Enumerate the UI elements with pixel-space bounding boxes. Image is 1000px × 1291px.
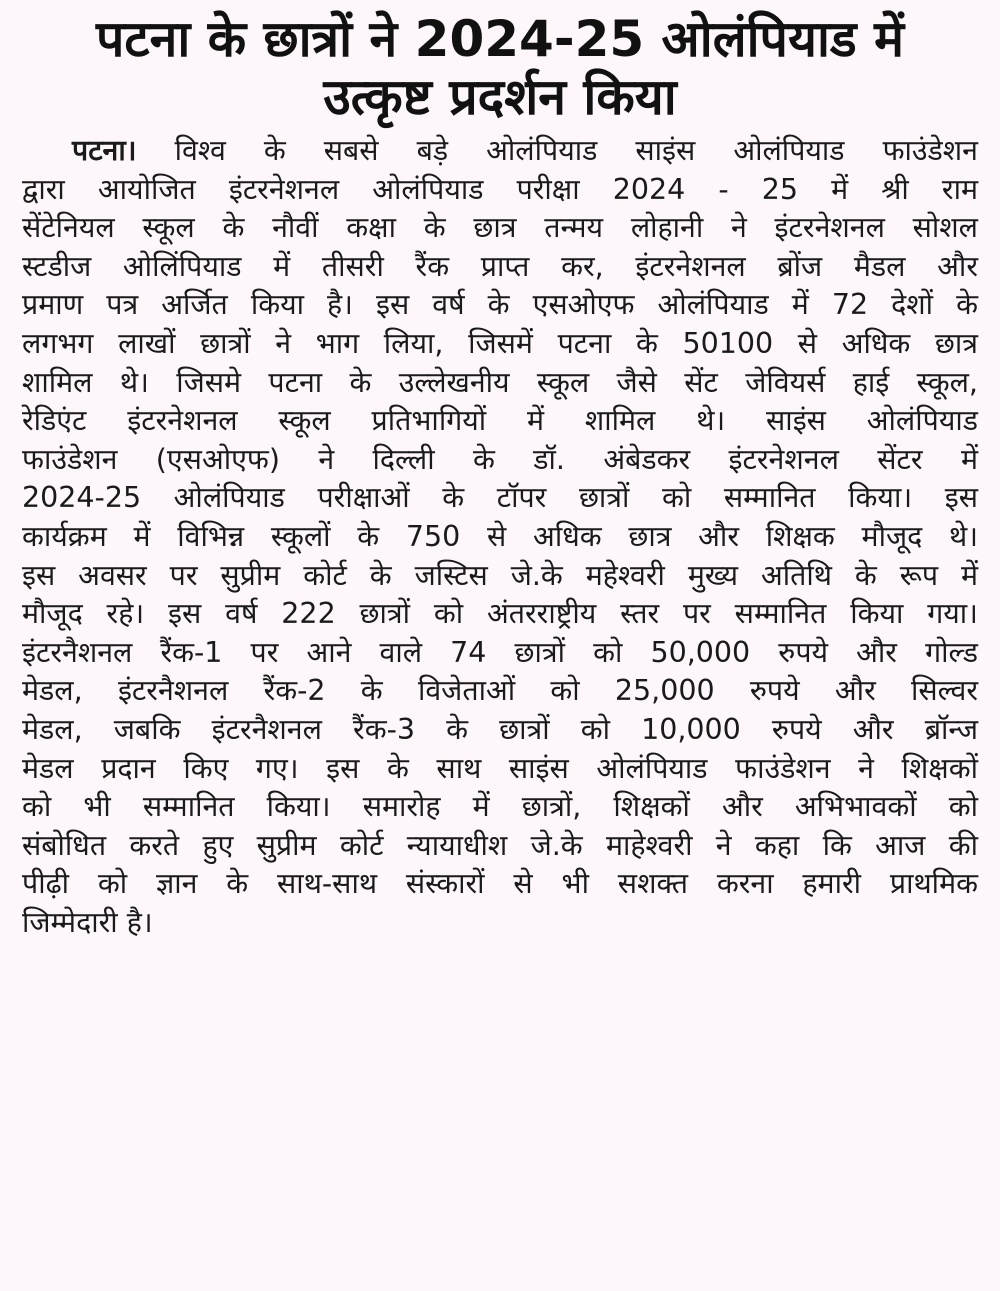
article-line: इंटरनैशनल रैंक-1 पर आने वाले 74 छात्रों को 50,000 रुपये और गोल्ड (22, 635, 978, 669)
article-line: को भी सम्मानित किया। समारोह में छात्रों, शिक्षकों और अभिभावकों को (22, 790, 978, 824)
article-line (22, 132, 978, 171)
headline-line-2: उत्कृष्ट प्रदर्शन किया (323, 68, 677, 126)
article-line: पीढ़ी को ज्ञान के साथ-साथ संस्कारों से भी सशक्त करना हमारी प्राथमिक (22, 867, 978, 901)
article-line: मेडल प्रदान किए गए। इस के साथ साइंस ओलंपियाड फाउंडेशन ने शिक्षकों (22, 751, 978, 785)
article-line: सेंटेनियल स्कूल के नौवीं कक्षा के छात्र तन्मय लोहानी ने इंटरनेशनल सोशल (22, 211, 978, 245)
article-line: लगभग लाखों छात्रों ने भाग लिया, जिसमें पटना के 50100 से अधिक छात्र (22, 326, 978, 360)
headline-line-1: पटना के छात्रों ने 2024-25 ओलंपियाड में (96, 10, 904, 68)
article-line: मेडल, इंटरनैशनल रैंक-2 के विजेताओं को 25,000 रुपये और सिल्वर (22, 674, 978, 708)
article-line: 2024-25 ओलंपियाड परीक्षाओं के टॉपर छात्रों को सम्मानित किया। इस (22, 481, 978, 515)
article-line: इस अवसर पर सुप्रीम कोर्ट के जस्टिस जे.के महेश्वरी मुख्य अतिथि के रूप में (22, 558, 978, 592)
article-line: शामिल थे। जिसमे पटना के उल्लेखनीय स्कूल जैसे सेंट जेवियर्स हाई स्कूल, (22, 365, 978, 399)
article-line: द्वारा आयोजित इंटरनेशनल ओलंपियाड परीक्षा 2024 - 25 में श्री राम (22, 172, 978, 206)
article-line: प्रमाण पत्र अर्जित किया है। इस वर्ष के एसओएफ ओलंपियाड में 72 देशों के (22, 288, 978, 322)
article-line: संबोधित करते हुए सुप्रीम कोर्ट न्यायाधीश जे.के माहेश्वरी ने कहा कि आज की (22, 828, 978, 862)
article-body (22, 132, 978, 942)
article-line: जिम्मेदारी है। (22, 905, 153, 939)
article-line: मौजूद रहे। इस वर्ष 222 छात्रों को अंतरराष्ट्रीय स्तर पर सम्मानित किया गया। (22, 597, 978, 631)
article-line: कार्यक्रम में विभिन्न स्कूलों के 750 से अधिक छात्र और शिक्षक मौजूद थे। (22, 519, 978, 553)
article-line: रेडिएंट इंटरनेशनल स्कूल प्रतिभागियों में शामिल थे। साइंस ओलंपियाड (22, 404, 978, 438)
dateline: पटना। (72, 134, 137, 167)
article-line: स्टडीज ओलिंपियाड में तीसरी रैंक प्राप्त कर, इंटरनेशनल ब्रोंज मैडल और (22, 249, 978, 283)
article-line: मेडल, जबकि इंटरनैशनल रैंक-3 के छात्रों को 10,000 रुपये और ब्रॉन्ज (22, 712, 978, 746)
headline (22, 10, 978, 126)
article-line: फाउंडेशन (एसओएफ) ने दिल्ली के डॉ. अंबेडकर इंटरनेशनल सेंटर में (22, 442, 978, 476)
article-line-text: विश्व के सबसे बड़े ओलंपियाड साइंस ओलंपियाड फाउंडेशन (136, 134, 978, 167)
